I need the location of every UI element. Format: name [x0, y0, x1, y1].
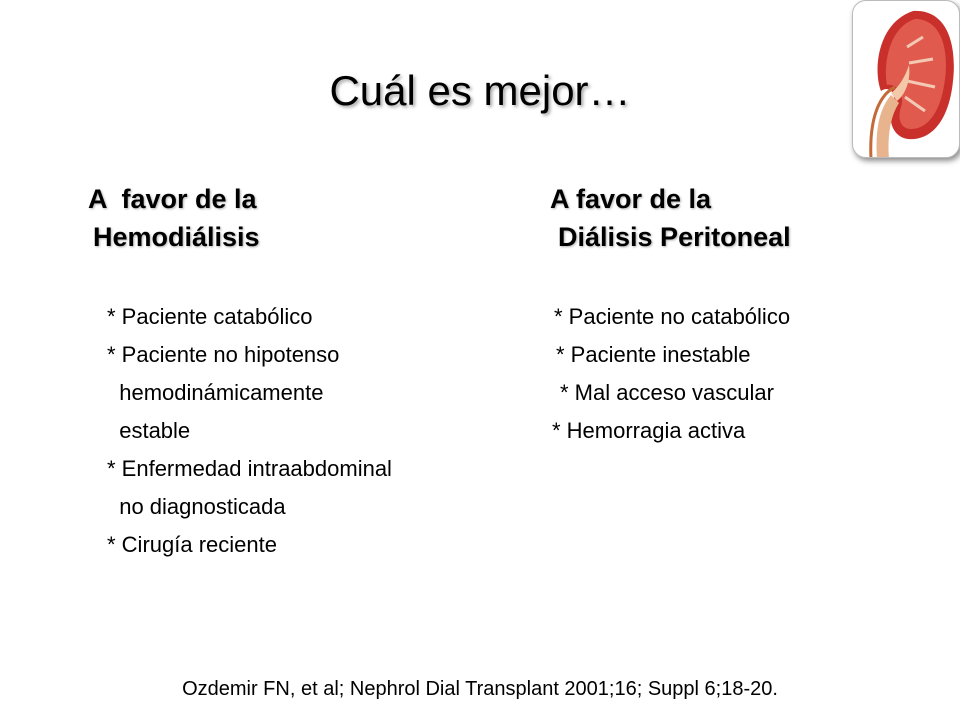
- list-item: estable: [107, 418, 191, 443]
- slide-title: Cuál es mejor…: [329, 67, 631, 114]
- right-column-heading: [550, 180, 791, 256]
- list-item: * Paciente no hipotenso: [107, 342, 340, 367]
- list-item: * Hemorragia activa: [552, 418, 746, 443]
- list-item: * Paciente catabólico: [107, 304, 313, 329]
- right-heading-line2: Diálisis Peritoneal: [558, 222, 791, 252]
- right-heading-line1: A favor de la: [550, 184, 712, 214]
- list-item: hemodinámicamente: [107, 380, 324, 405]
- left-criteria-list: [107, 298, 392, 564]
- list-item: * Mal acceso vascular: [560, 380, 774, 405]
- left-heading-line1: A favor de la: [88, 184, 257, 214]
- kidney-image: [852, 0, 960, 158]
- list-item: no diagnosticada: [107, 494, 286, 519]
- citation: Ozdemir FN, et al; Nephrol Dial Transplant 2001;16; Suppl 6;18-20.: [182, 678, 778, 700]
- kidney-cross-section-icon: [853, 1, 960, 158]
- right-criteria-list: [552, 298, 790, 450]
- list-item: * Cirugía reciente: [107, 532, 277, 557]
- left-column-heading: [88, 180, 260, 256]
- list-item: * Paciente inestable: [556, 342, 751, 367]
- left-heading-line2: Hemodiálisis: [93, 222, 260, 252]
- list-item: * Paciente no catabólico: [554, 304, 791, 329]
- list-item: * Enfermedad intraabdominal: [107, 456, 392, 481]
